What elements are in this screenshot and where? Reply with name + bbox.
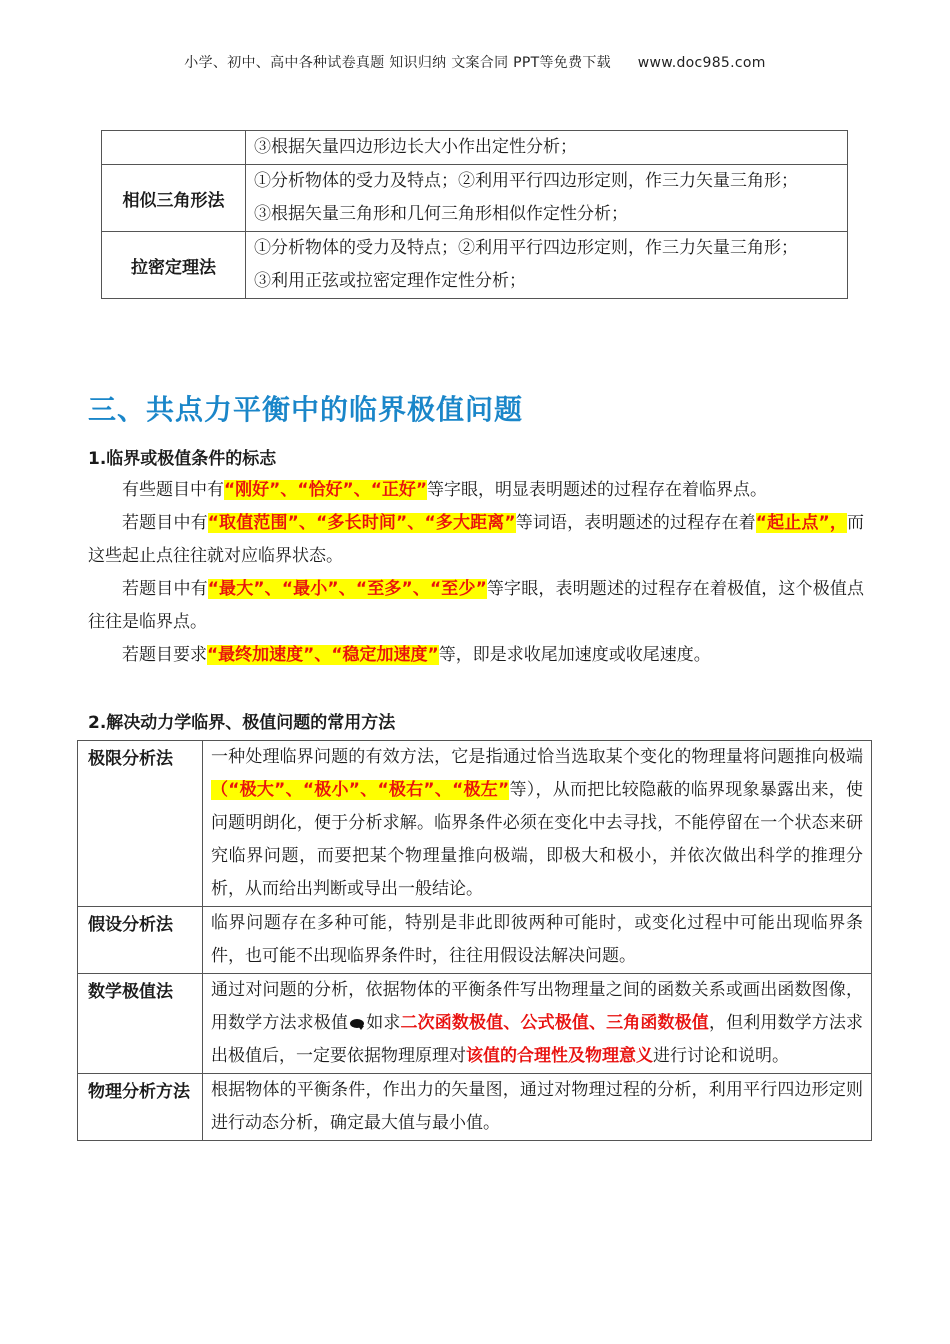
row-label: 相似三角形法 bbox=[102, 165, 246, 232]
text: 若题目要求 bbox=[122, 645, 207, 665]
methods-table-bottom bbox=[77, 740, 872, 1141]
red-emphasis: 二次函数极值、公式极值、三角函数极值 bbox=[400, 1013, 709, 1033]
header-text: 小学、初中、高中各种试卷真题 知识归纳 文案合同 PPT等免费下载 bbox=[184, 55, 611, 71]
row-content: 临界问题存在多种可能，特别是非此即彼两种可能时，或变化过程中可能出现临界条件，也可能不出现临界条件时，往往用假设法解决问题。 bbox=[203, 907, 872, 974]
content-line: ③根据矢量四边形边长大小作出定性分析； bbox=[254, 137, 577, 157]
speech-bubble-icon bbox=[350, 1019, 364, 1028]
table-row bbox=[102, 165, 848, 232]
paragraph bbox=[88, 507, 864, 573]
row-label: 拉密定理法 bbox=[102, 232, 246, 299]
table-row bbox=[78, 1074, 872, 1141]
content-line: ③根据矢量三角形和几何三角形相似作定性分析； bbox=[254, 204, 628, 224]
text: 等字眼，表明题述的过程存在着极值，这个极值点往往是临界点。 bbox=[88, 579, 864, 632]
row-content bbox=[203, 741, 872, 907]
text: 一种处理临界问题的有效方法，它是指通过恰当选取某个变化的物理量将问题推向极端 bbox=[211, 747, 863, 767]
content-line: ①分析物体的受力及特点；②利用平行四边形定则，作三力矢量三角形； bbox=[254, 238, 798, 258]
highlight: “最大”、“最小”、“至多”、“至少” bbox=[207, 579, 487, 599]
table-row bbox=[78, 907, 872, 974]
text: 若题目中有 bbox=[122, 579, 208, 599]
text: 等词语，表明题述的过程存在着 bbox=[515, 513, 756, 533]
red-emphasis: 该值的合理性及物理意义 bbox=[466, 1046, 653, 1066]
paragraph bbox=[88, 639, 864, 672]
text: 等字眼，明显表明题述的过程存在着临界点。 bbox=[427, 480, 768, 500]
row-label: 假设分析法 bbox=[78, 907, 203, 974]
highlight: “取值范围”、“多长时间”、“多大距离” bbox=[207, 513, 516, 533]
text: 进行讨论和说明。 bbox=[653, 1046, 789, 1066]
text: ，但利用数学方法求出极值后，一定要依据物理原理对 bbox=[211, 1013, 864, 1066]
row-label bbox=[102, 131, 246, 165]
text: 如求 bbox=[366, 1013, 401, 1033]
content-line: ③利用正弦或拉密定理作定性分析； bbox=[254, 271, 526, 291]
section-title: 三、共点力平衡中的临界极值问题 bbox=[88, 393, 524, 426]
condition-paragraphs bbox=[88, 474, 864, 672]
row-content bbox=[246, 232, 848, 299]
text: 若题目中有 bbox=[122, 513, 208, 533]
text: 而这些起止点往往就对应临界状态。 bbox=[88, 513, 864, 566]
highlight: “起止点”， bbox=[755, 513, 847, 533]
table-row bbox=[102, 232, 848, 299]
subsection-title-2: 2.解决动力学临界、极值问题的常用方法 bbox=[88, 713, 396, 733]
row-content bbox=[246, 165, 848, 232]
text: 等），从而把比较隐蔽的临界现象暴露出来，使问题明朗化，便于分析求解。临界条件必须在变化中去寻找，不能停留在一个状态来研究临界问题，而要把某个物理量推向极端，即极大和极小，并依次做出科学的推理分析，从而给出判断或导出一般结论。 bbox=[211, 780, 863, 899]
table-row bbox=[102, 131, 848, 165]
highlight: “刚好”、“恰好”、“正好” bbox=[224, 480, 428, 500]
paragraph bbox=[88, 573, 864, 639]
text: 等，即是求收尾加速度或收尾速度。 bbox=[438, 645, 711, 665]
row-label: 物理分析方法 bbox=[78, 1074, 203, 1141]
table-row bbox=[78, 974, 872, 1074]
content-line: ①分析物体的受力及特点；②利用平行四边形定则，作三力矢量三角形； bbox=[254, 171, 798, 191]
row-content bbox=[246, 131, 848, 165]
highlight: “最终加速度”、“稳定加速度” bbox=[207, 645, 439, 665]
page-header bbox=[0, 52, 950, 72]
row-label: 数学极值法 bbox=[78, 974, 203, 1074]
methods-table-top bbox=[101, 130, 848, 299]
highlight: （“极大”、“极小”、“极右”、“极左” bbox=[211, 780, 510, 800]
table-row bbox=[78, 741, 872, 907]
row-content bbox=[203, 974, 872, 1074]
text: 通过对问题的分析，依据物体的平衡条件写出物理量之间的函数关系或画出函数图像，用数学方法求极值 bbox=[211, 980, 863, 1033]
row-content: 根据物体的平衡条件，作出力的矢量图，通过对物理过程的分析，利用平行四边形定则进行动态分析，确定最大值与最小值。 bbox=[203, 1074, 872, 1141]
paragraph bbox=[88, 474, 864, 507]
row-label: 极限分析法 bbox=[78, 741, 203, 907]
text: 有些题目中有 bbox=[122, 480, 224, 500]
subsection-title-1: 1.临界或极值条件的标志 bbox=[88, 449, 277, 469]
header-site-link[interactable]: www.doc985.com bbox=[637, 55, 766, 71]
